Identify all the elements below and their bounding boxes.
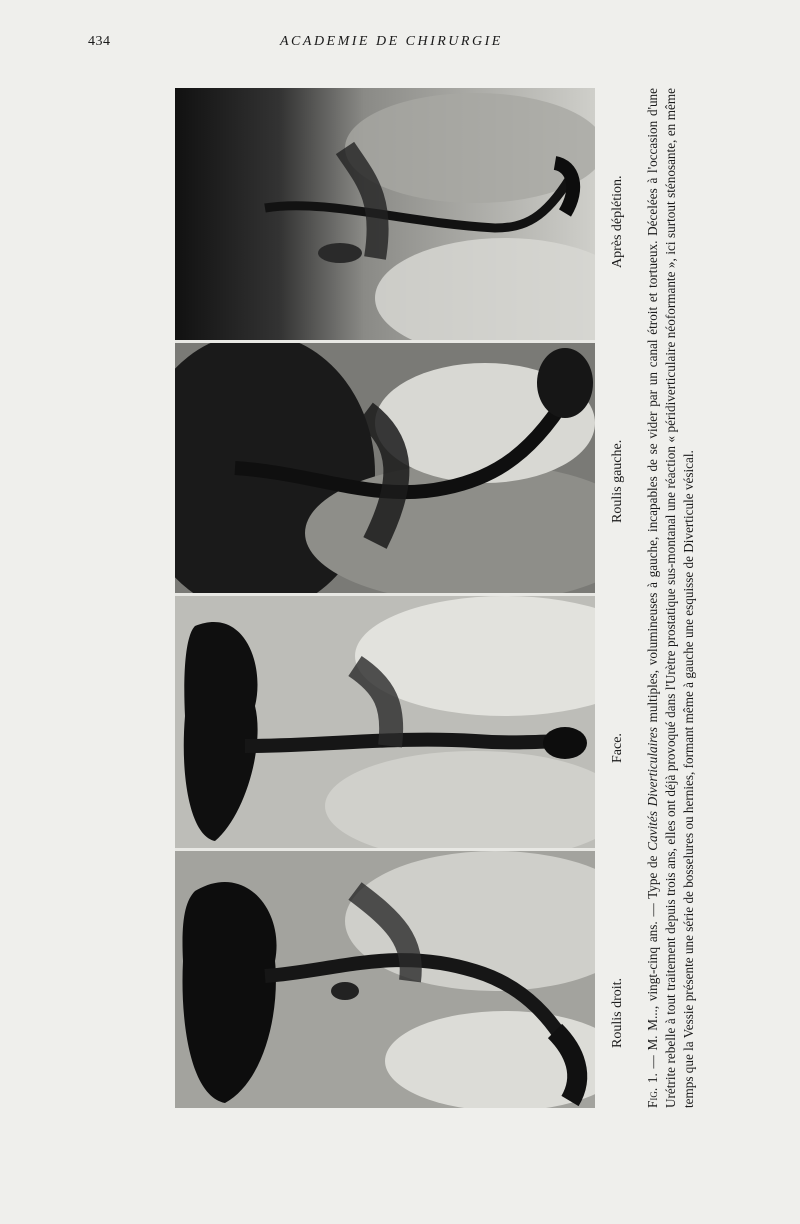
panel-label-roulis-droit: Roulis droit. (610, 977, 625, 1048)
panel-labels (610, 88, 634, 1108)
panel-label-apres-depletion: Après déplétion. (610, 175, 625, 268)
rotated-caption-block (610, 88, 720, 1108)
panel-label-roulis-gauche: Roulis gauche. (610, 439, 625, 523)
running-head: ACADEMIE DE CHIRURGIE (280, 34, 503, 49)
caption-body: multiples, volumineuses à gauche, incapables de se vider par un canal étroit et tortueux. Décelées à l'occasion d'une Urétrite rebelle à tout traitement depuis trois ans, elles ont déjà provoqué dans l'Urètre prostatique sus-montanal une réaction « péridiverticulaire néoformante », ici surtout sténosante, en même temps que la Vessie présente une série de bosselures ou hernies, formant même à gauche une esquisse de Diverticule vésical. (645, 88, 696, 1108)
caption-lead: — M. M..., vingt-cinq ans. — Type de (645, 850, 660, 1074)
caption-italic-term: Cavités Diverticulaires (645, 727, 660, 851)
page-number: 434 (88, 34, 111, 49)
radiograph-panel-roulis-droit (175, 851, 595, 1108)
figure-number: Fig. 1. (645, 1073, 660, 1108)
radiograph-panel-roulis-gauche (175, 343, 595, 596)
radiograph-panel-apres-depletion (175, 88, 595, 343)
figure-caption (644, 88, 698, 1108)
panel-label-face: Face. (610, 733, 625, 763)
radiograph-plate (175, 88, 595, 1108)
radiograph-panel-face (175, 596, 595, 851)
